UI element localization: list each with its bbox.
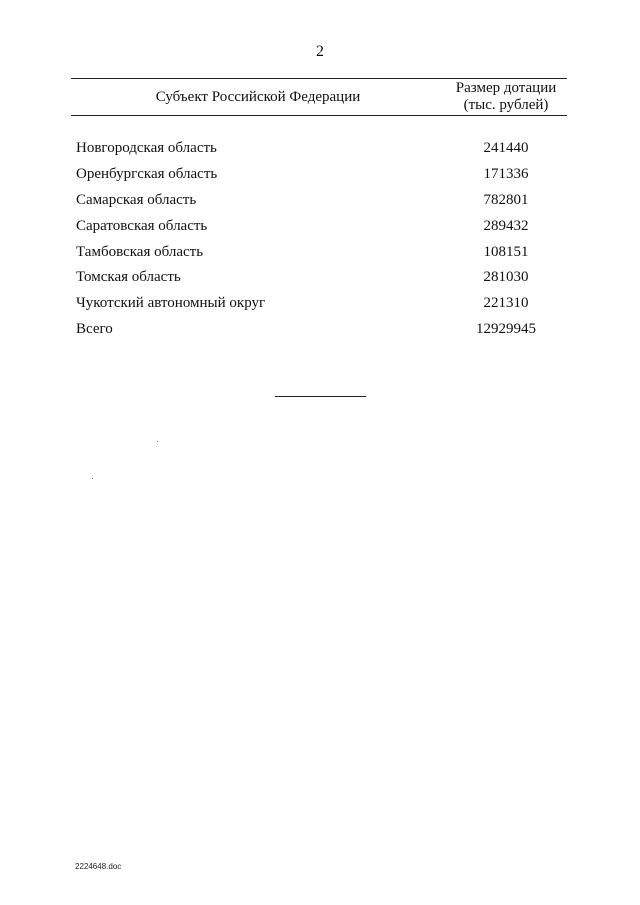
table-row — [71, 265, 567, 291]
row-amount: 108151 — [483, 243, 529, 260]
table-row — [71, 162, 567, 188]
row-subject: Томская область — [76, 269, 181, 286]
row-subject: Чукотский автономный округ — [76, 295, 266, 312]
row-subject: Тамбовская область — [76, 243, 204, 260]
row-amount: 782801 — [483, 191, 529, 208]
subsidy-table — [71, 78, 567, 342]
end-separator-line — [275, 396, 366, 397]
row-subject: Самарская область — [76, 191, 197, 208]
table-row — [71, 188, 567, 214]
table-row — [71, 213, 567, 239]
table-row-total — [71, 317, 567, 343]
table-row — [71, 239, 567, 265]
row-amount: 221310 — [483, 295, 529, 312]
scan-speck — [92, 478, 93, 479]
row-amount: 289432 — [483, 217, 529, 234]
header-subject: Субъект Российской Федерации — [155, 88, 361, 105]
table-body — [71, 136, 567, 342]
header-amount-line2: (тыс. рублей) — [463, 97, 549, 113]
row-subject: Оренбургская область — [76, 166, 218, 183]
row-amount: 241440 — [483, 140, 529, 157]
header-amount-line1: Размер дотации — [455, 80, 557, 96]
row-amount: 281030 — [483, 269, 529, 286]
footer-file-name: 2224648.doc — [75, 862, 122, 871]
table-header — [71, 79, 567, 115]
page-number: 2 — [316, 43, 324, 60]
table-header-rule — [71, 115, 567, 116]
row-subject: Всего — [76, 320, 113, 337]
row-amount: 171336 — [483, 166, 529, 183]
scan-speck — [157, 441, 158, 442]
row-subject: Саратовская область — [76, 217, 208, 234]
row-amount: 12929945 — [476, 320, 536, 337]
header-amount — [445, 80, 567, 114]
row-subject: Новгородская область — [76, 140, 217, 157]
table-row — [71, 291, 567, 317]
table-row — [71, 136, 567, 162]
